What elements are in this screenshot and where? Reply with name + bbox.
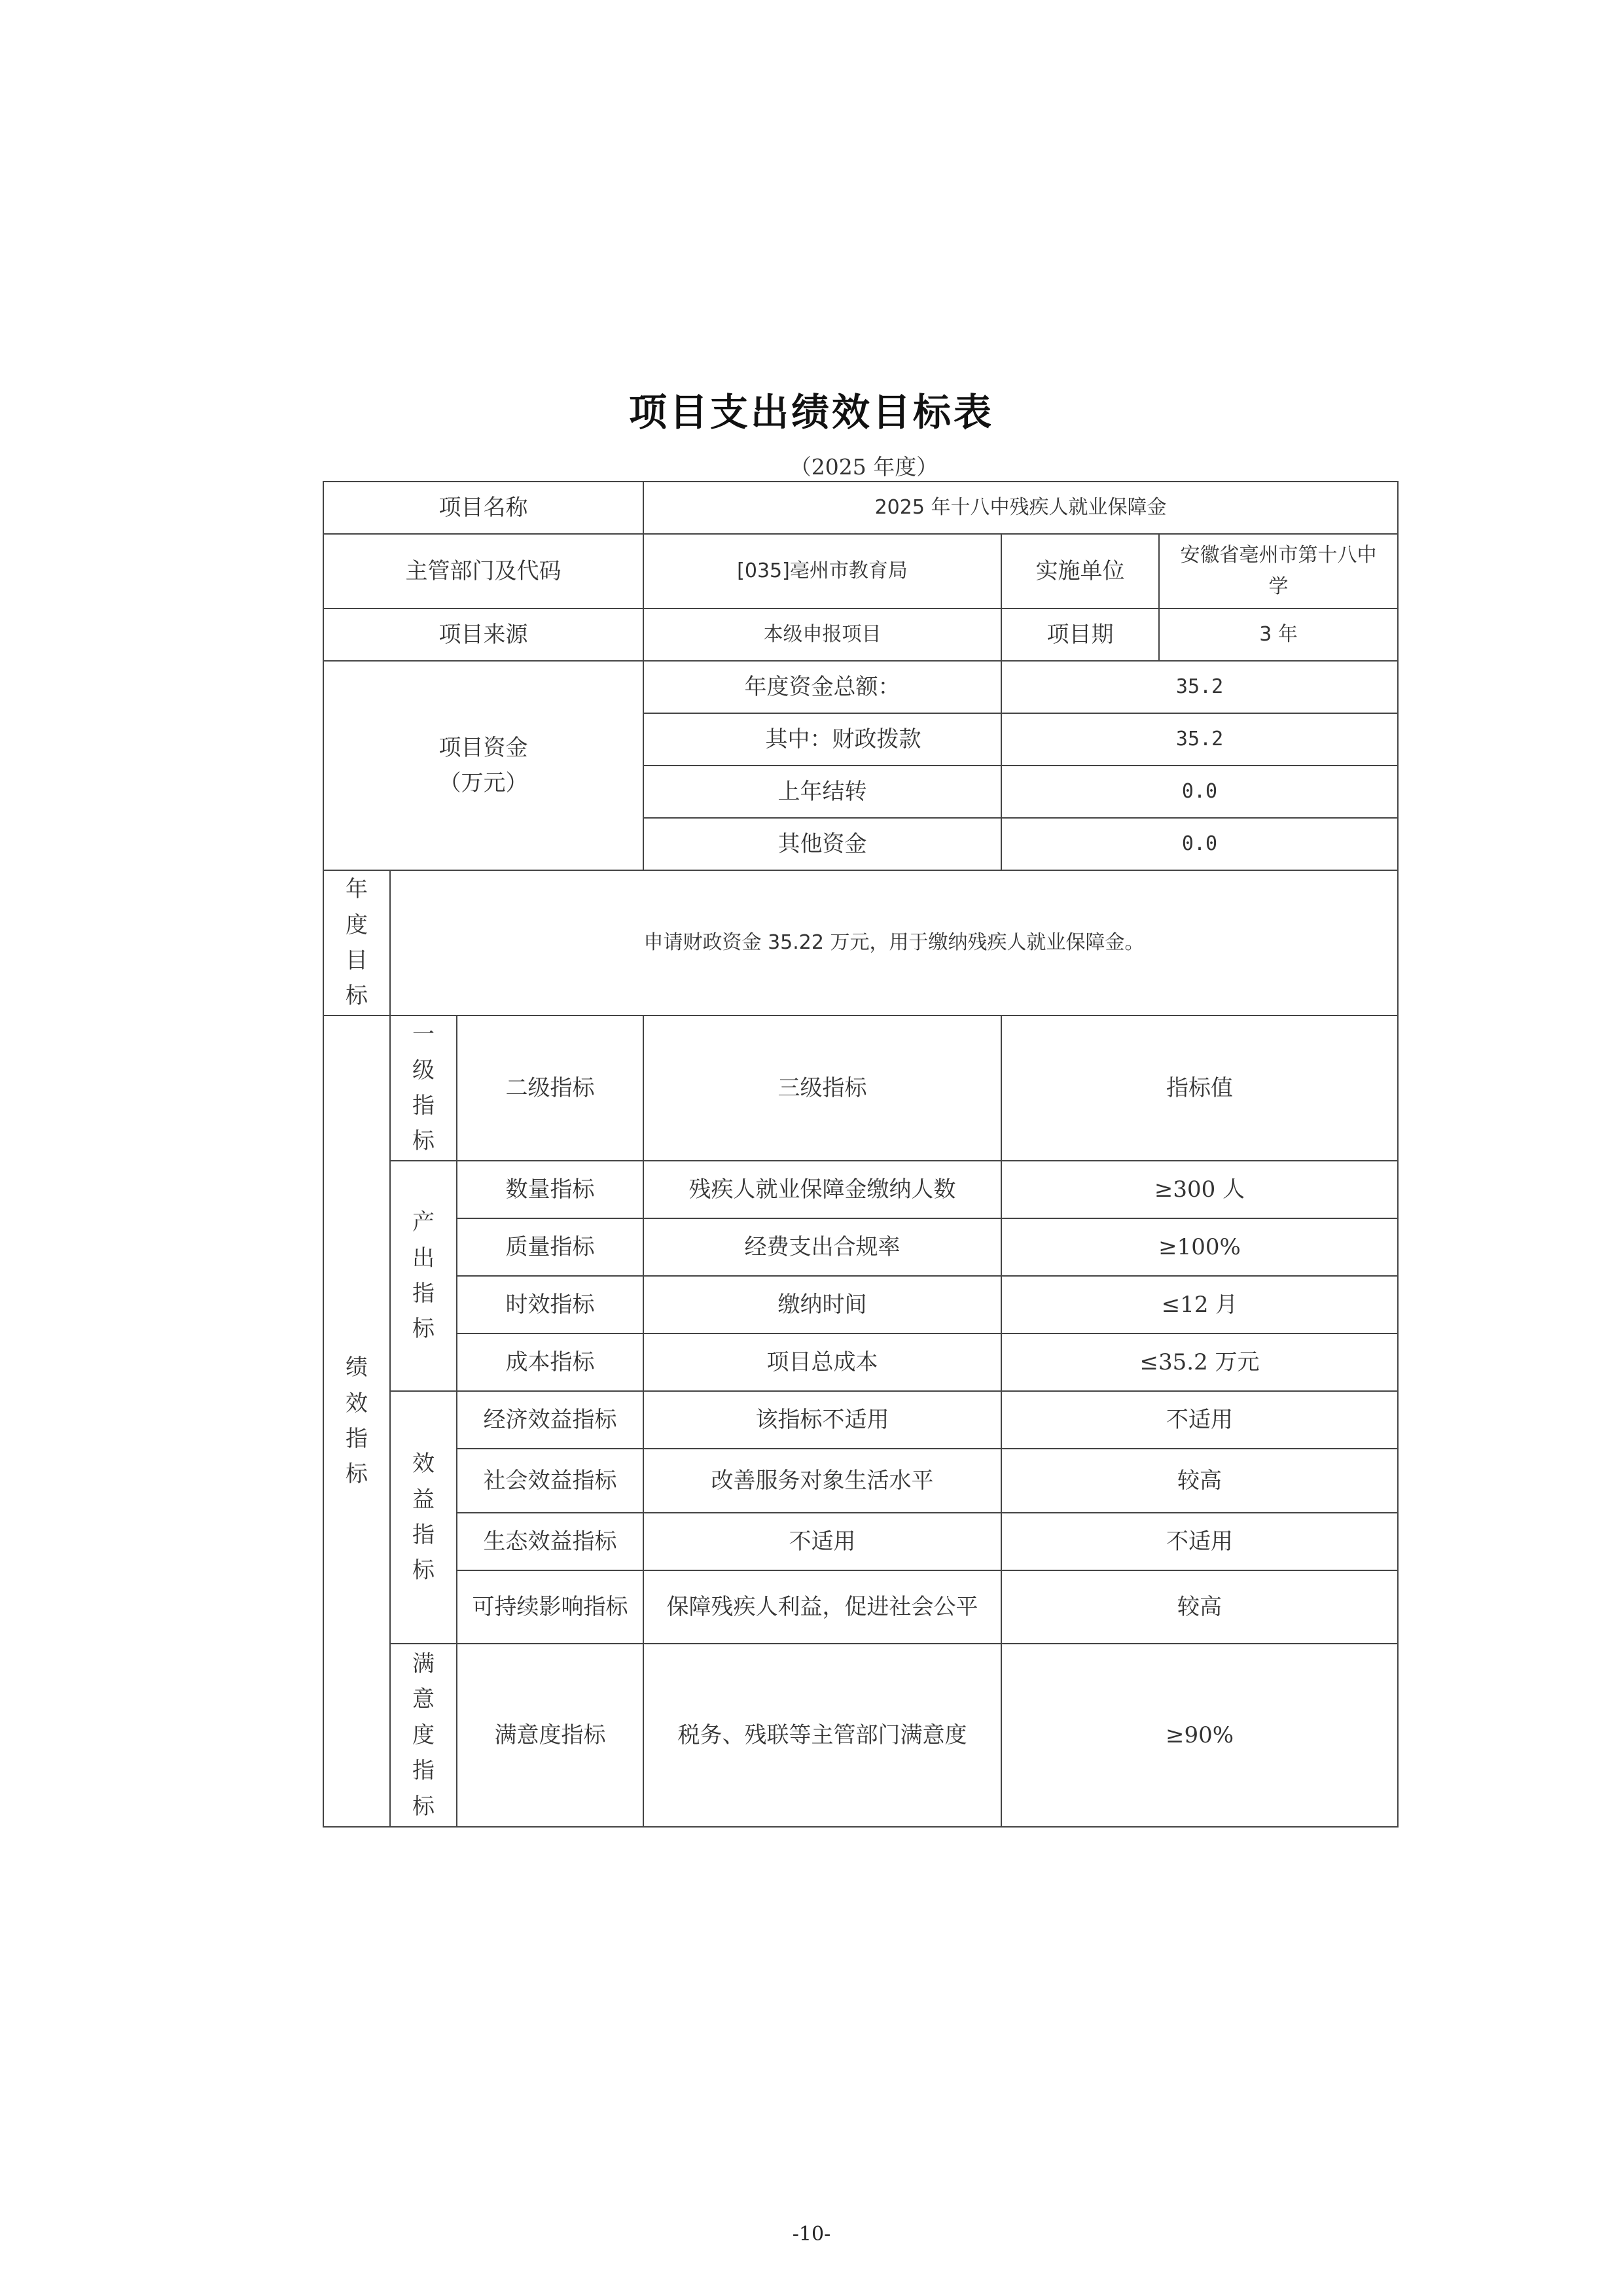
header-level1: 一 级 指 标 [390, 1016, 457, 1161]
performance-target-table [323, 481, 1399, 1828]
page-number: -10- [792, 2223, 831, 2246]
annual-goal-label: 年 度 目 标 [323, 870, 390, 1016]
page-title: 项目支出绩效目标表 [628, 390, 994, 434]
indicators-section-label: 绩 效 指 标 [323, 1016, 390, 1827]
value-cell: ≥300 人 [1001, 1161, 1398, 1218]
header-value: 指标值 [1001, 1016, 1398, 1161]
value-cell: ≥90% [1001, 1644, 1398, 1827]
group-label-benefit: 效 益 指 标 [390, 1391, 457, 1644]
level3-cell: 税务、残联等主管部门满意度 [643, 1644, 1001, 1827]
value-cell: 较高 [1001, 1570, 1398, 1644]
table-row [323, 1276, 1398, 1333]
table-row [323, 1161, 1398, 1218]
funds-label [323, 661, 643, 870]
table-row [323, 1391, 1398, 1449]
level2-cell: 生态效益指标 [457, 1513, 643, 1570]
annual-goal-row [323, 870, 1398, 1016]
funds-fiscal-label: 其中：财政拨款 [643, 713, 1001, 766]
project-name-row [323, 482, 1398, 534]
level2-cell: 时效指标 [457, 1276, 643, 1333]
level2-cell: 数量指标 [457, 1161, 643, 1218]
source-label: 项目来源 [323, 609, 643, 661]
project-name-value: 2025 年十八中残疾人就业保障金 [643, 482, 1398, 534]
source-row [323, 609, 1398, 661]
table-row [323, 1449, 1398, 1513]
funds-other-label: 其他资金 [643, 818, 1001, 870]
funds-other-value: 0.0 [1001, 818, 1398, 870]
value-cell: 不适用 [1001, 1513, 1398, 1570]
level3-cell: 项目总成本 [643, 1333, 1001, 1391]
source-value: 本级申报项目 [643, 609, 1001, 661]
funds-label-line1: 项目资金 [438, 734, 528, 761]
level2-cell: 经济效益指标 [457, 1391, 643, 1449]
dept-label: 主管部门及代码 [323, 534, 643, 609]
level3-cell: 缴纳时间 [643, 1276, 1001, 1333]
table-row [323, 1644, 1398, 1827]
dept-row [323, 534, 1398, 609]
level3-cell: 不适用 [643, 1513, 1001, 1570]
table-row [323, 1333, 1398, 1391]
level2-cell: 成本指标 [457, 1333, 643, 1391]
value-cell: 较高 [1001, 1449, 1398, 1513]
value-cell: ≥100% [1001, 1218, 1398, 1276]
level2-cell: 满意度指标 [457, 1644, 643, 1827]
table-row [323, 1218, 1398, 1276]
dept-value: [035]亳州市教育局 [643, 534, 1001, 609]
year-label: （2025 年度） [789, 454, 938, 480]
funds-carryover-label: 上年结转 [643, 766, 1001, 818]
group-label-output: 产 出 指 标 [390, 1161, 457, 1391]
level2-cell: 质量指标 [457, 1218, 643, 1276]
funds-carryover-value: 0.0 [1001, 766, 1398, 818]
period-value: 3 年 [1159, 609, 1398, 661]
funds-fiscal-value: 35.2 [1001, 713, 1398, 766]
impl-unit-label: 实施单位 [1001, 534, 1159, 609]
header-level3: 三级指标 [643, 1016, 1001, 1161]
level2-cell: 可持续影响指标 [457, 1570, 643, 1644]
funds-label-line2: （万元） [438, 770, 528, 796]
annual-goal-text: 申请财政资金 35.22 万元，用于缴纳残疾人就业保障金。 [390, 870, 1398, 1016]
level3-cell: 残疾人就业保障金缴纳人数 [643, 1161, 1001, 1218]
impl-unit-value: 安徽省亳州市第十八中学 [1159, 534, 1398, 609]
group-label-satisfaction: 满 意 度 指 标 [390, 1644, 457, 1827]
level3-cell: 保障残疾人利益，促进社会公平 [643, 1570, 1001, 1644]
level3-cell: 该指标不适用 [643, 1391, 1001, 1449]
project-name-label: 项目名称 [323, 482, 643, 534]
value-cell: ≤12 月 [1001, 1276, 1398, 1333]
table-row [323, 1513, 1398, 1570]
funds-total-value: 35.2 [1001, 661, 1398, 713]
level2-cell: 社会效益指标 [457, 1449, 643, 1513]
value-cell: 不适用 [1001, 1391, 1398, 1449]
funds-total-label: 年度资金总额： [643, 661, 1001, 713]
indicator-header-row [323, 1016, 1398, 1161]
table-row [323, 1570, 1398, 1644]
header-level2: 二级指标 [457, 1016, 643, 1161]
funds-total-row [323, 661, 1398, 713]
level3-cell: 改善服务对象生活水平 [643, 1449, 1001, 1513]
value-cell: ≤35.2 万元 [1001, 1333, 1398, 1391]
period-label: 项目期 [1001, 609, 1159, 661]
level3-cell: 经费支出合规率 [643, 1218, 1001, 1276]
